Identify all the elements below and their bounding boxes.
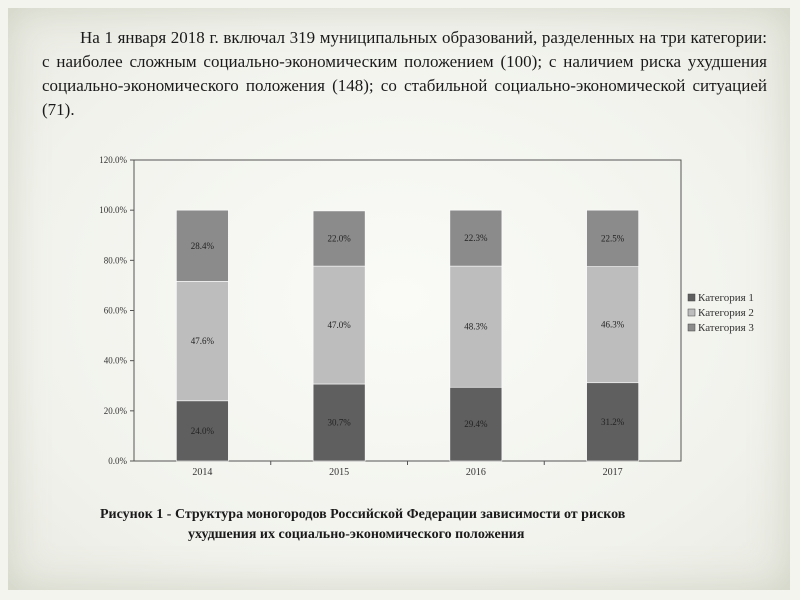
legend-swatch: [688, 309, 695, 316]
data-label: 31.2%: [601, 416, 625, 427]
data-label: 22.0%: [327, 233, 351, 244]
x-tick-label: 2014: [192, 467, 213, 478]
x-tick-label: 2015: [329, 467, 350, 478]
data-label: 22.5%: [601, 233, 625, 244]
y-tick-label: 80.0%: [103, 255, 127, 266]
intro-paragraph: На 1 января 2018 г. включал 319 муниципальных образований, разделенных на три категории: с наиболее сложным социально-экономическим положением (100); с наличием риска ухудшения социально-экономического положения (148); со стабильной социально-экономической ситуацией (71).: [42, 28, 767, 119]
data-label: 47.6%: [190, 336, 214, 347]
caption-line-1: Рисунок 1 - Структура моногородов Российской Федерации зависимости от рисков: [100, 507, 626, 522]
data-label: 46.3%: [601, 319, 625, 330]
data-label: 30.7%: [327, 417, 351, 428]
y-tick-label: 20.0%: [103, 405, 127, 416]
y-tick-label: 40.0%: [103, 355, 127, 366]
data-label: 24.0%: [190, 425, 214, 436]
y-tick-label: 60.0%: [103, 305, 127, 316]
x-tick-label: 2016: [465, 467, 486, 478]
data-label: 28.4%: [190, 240, 214, 251]
legend-label: Категория 2: [698, 307, 754, 319]
caption-line-2: ухудшения их социально-экономического положения: [188, 527, 525, 542]
data-label: 48.3%: [464, 321, 488, 332]
legend-label: Категория 1: [698, 292, 754, 304]
data-label: 29.4%: [464, 419, 488, 430]
data-label: 22.3%: [464, 233, 488, 244]
y-tick-label: 120.0%: [99, 155, 127, 165]
legend-swatch: [688, 324, 695, 331]
y-tick-label: 0.0%: [108, 456, 127, 466]
figure-caption: [100, 505, 720, 545]
x-tick-label: 2017: [602, 467, 623, 478]
data-label: 47.0%: [327, 320, 351, 331]
legend-label: Категория 3: [698, 322, 754, 334]
y-tick-label: 100.0%: [99, 205, 127, 216]
legend-swatch: [688, 294, 695, 301]
